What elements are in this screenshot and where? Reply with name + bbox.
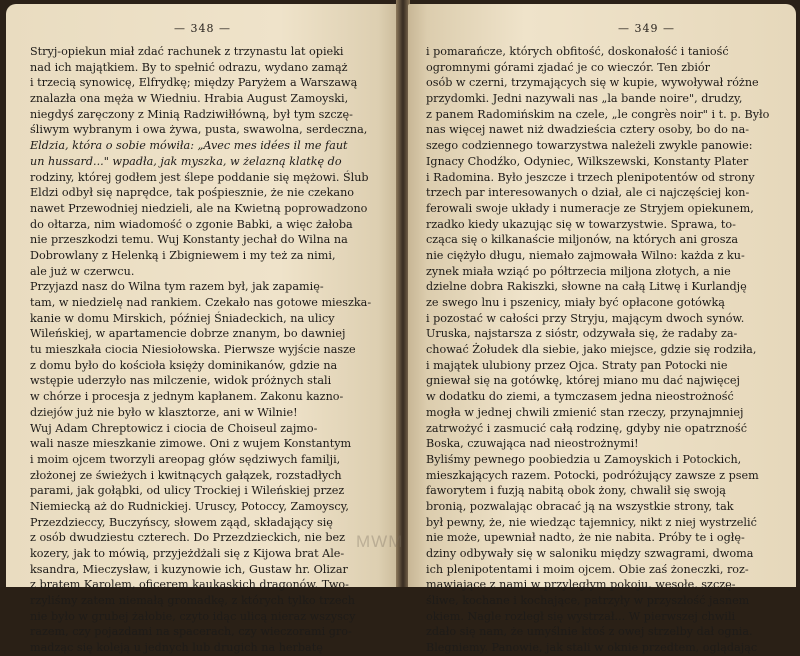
text-line: i moim ojcem tworzyli areopag głów sędziwych familji, (30, 452, 341, 466)
text-line: i pozostać w całości przy Stryju, mającym dwoch synów. (426, 311, 745, 325)
text-line: ogromnymi górami zjadać je co wieczór. Ten zbiór (426, 60, 710, 74)
text-line: ferowali swoje układy i numeracje ze Stryjem opiekunem, (426, 201, 754, 215)
text-line: Wuj Adam Chreptowicz i ciocia de Choiseul zajmo- (30, 421, 318, 435)
text-line: nie ciężyło długu, niemało zajmowała Wilno: każda z ku- (426, 248, 745, 262)
text-line: kozery, jak to mówią, przyjeżdżali się z Kijowa brat Ale- (30, 547, 345, 560)
text-line: nas więcej nawet niż dwadzieścia cztery osoby, bo do na- (426, 123, 750, 137)
text-line: zatrwożyć i zasmucić całą rodzinę, gdyby nie opatrzność (426, 421, 748, 435)
text-line: okiem. Nagle rozległ się wystrzał... W pierwszej chwili (426, 609, 736, 623)
text-line: ze swego lnu i pszenicy, miały być opłacone gotówką (426, 296, 725, 309)
text-line: szego codziennego towarzystwa należeli zwykle panowie: (426, 139, 753, 153)
text-line: mieszkających razem. Potocki, podróżujący zawsze z psem (426, 468, 759, 482)
text-line: zynek miała wziąć po półtrzecia miljona złotych, a nie (426, 264, 731, 278)
left-page (6, 4, 398, 655)
text-line: do ołtarza, nim wiadomość o zgonie Babki, a więc żałoba (30, 217, 353, 231)
text-line: zdało się nam, że umyślnie ktoś z owej strzelby dał ognia. (426, 625, 753, 639)
text-line: dzielne dobra Rakiszki, słowne na całą Litwę i Kurlandję (426, 280, 747, 294)
text-line: razem, czy pojazdami na spacerach, czy wieczorami gro- (30, 625, 352, 639)
text-line: z panem Radomińskim na czele, „le congrès noir" i t. p. Było (426, 107, 770, 121)
text-line: bronią, pozwalając obracać ją na wszystkie strony, tak (426, 499, 734, 513)
text-line: Dobrowlany z Helenką i Zbigniewem i my też za nimi, (30, 248, 336, 262)
left-page-number: — 348 — (174, 22, 231, 35)
text-line: był pewny, że, nie wiedząc tajemnicy, nikt z niej wystrzelić (426, 515, 757, 529)
text-line: nie było w grubej żałobie, czyto idąc ulicą nieraz wszyscy (30, 609, 356, 623)
right-page-number: — 349 — (618, 22, 675, 35)
text-line: Boska, czuwająca nad nieostrożnymi! (426, 437, 639, 451)
text-line: przydomki. Jedni nazywali nas „la bande noire", drudzy, (426, 92, 743, 106)
text-line: dziny odbywały się w saloniku między szwagrami, dwoma (426, 547, 754, 560)
text-line: rodziny, której godłem jest ślepe poddanie się mężowi. Ślub (30, 170, 369, 184)
text-line: z domu było do kościoła księży dominikanów, gdzie na (30, 358, 338, 372)
text-line: Eldzi odbył się naprędce, tak pośpiesznie, że nie czekano (30, 186, 355, 200)
text-line: śliwe, kochane i kochające, patrzyły w przyszłość jasnem (426, 594, 750, 608)
text-line: mogła w jednej chwili zmienić stan rzeczy, przynajmniej (426, 405, 744, 419)
text-line: Niemiecką aż do Rudnickiej. Uruscy, Potoccy, Zamoyscy, (30, 499, 349, 513)
left-page-text (30, 44, 371, 656)
text-line: śliwym wybranym i owa żywa, pusta, swawolna, serdeczna, (30, 123, 368, 137)
text-line: Uruska, najstarsza z sióstr, odzywała się, że radaby za- (426, 327, 738, 341)
text-line: rzyliśmy zatem niemałą gromadkę, z których tylko trzech (30, 594, 355, 608)
text-line: un hussard..." wpadła, jak myszka, w żelazną klatkę do (30, 154, 342, 168)
text-line: ich plenipotentami i moim ojcem. Obie zaś żoneczki, roz- (426, 562, 749, 576)
text-line: faworytem i fuzją nabitą obok żony, chwalił się swoją (426, 484, 726, 498)
text-line: mawiające z nami w przyległym pokoju, wesołe, szczę- (426, 578, 736, 592)
text-line: w dodatku do ziemi, a tymczasem jedna nieostrożność (426, 390, 734, 404)
text-line: wstępie uderzyło nas milczenie, widok próżnych stali (30, 374, 332, 388)
text-line: i trzecią synowicę, Elfrydkę; między Paryżem a Warszawą (30, 76, 358, 90)
text-line: nie może, upewniał nadto, że nie nabita. Próby te i ogłę- (426, 531, 745, 545)
text-line: kanie w domu Mirskich, później Śniadeckich, na ulicy (30, 311, 335, 325)
text-line: Eldzia, która o sobie mówiła: „Avec mes idées il me faut (30, 139, 348, 153)
text-line: niegdyś zaręczony z Minią Radziwiłłówną, był tym szczę- (30, 107, 353, 121)
text-line: z bratem Karolem, oficerem kaukaskich dragonów. Two- (30, 578, 349, 592)
text-line: Blegniemy. Panowie, jak stali w oknie przedtem, oglądając (426, 641, 758, 655)
text-line: nawet Przewodniej niedzieli, ale na Kwietną poprowadzono (30, 201, 368, 215)
text-line: znalazła ona męża w Wiedniu. Hrabia August Zamoyski, (30, 92, 349, 106)
text-line: Przezdzieccy, Buczyńscy, słowem ząąd, składający się (30, 515, 333, 529)
text-line: chować Żołudek dla siebie, jako miejsce, gdzie się rodziła, (426, 343, 757, 357)
text-line: nie przeszkodzi temu. Wuj Konstanty jechał do Wilna na (30, 233, 348, 247)
text-line: dziejów już nie było w klasztorze, ani w Wilnie! (30, 405, 298, 419)
right-page (408, 4, 796, 655)
text-line: i majątek ulubiony przez Ojca. Straty pan Potocki nie (426, 358, 728, 372)
text-line: trzech par interesowanych o dział, ale ci najczęściej kon- (426, 186, 750, 200)
text-line: osób w czerni, trzymających się w kupie, wywoływał różne (426, 76, 759, 90)
text-line: w chórze i procesja z jednym kapłanem. Zakonu kazno- (30, 390, 344, 404)
text-line: i Radomina. Było jeszcze i trzech plenipotentów od strony (426, 170, 755, 184)
text-line: tu mieszkała ciocia Niesiołowska. Pierwsze wyjście nasze (30, 343, 356, 357)
text-line: tam, w niedzielę nad rankiem. Czekało nas gotowe mieszka- (30, 296, 372, 309)
text-line: wali nasze mieszkanie zimowe. Oni z wujem Konstantym (30, 437, 352, 451)
text-line: nad ich majątkiem. By to spełnić odrazu, wydano zamąż (30, 60, 348, 74)
text-line: Przyjazd nasz do Wilna tym razem był, jak zapamię- (30, 280, 324, 294)
text-line: złożonej ze świeżych i kwitnących gałązek, rozstadłych (30, 468, 342, 482)
text-line: cząca się o kilkanaście miljonów, na których ani grosza (426, 233, 739, 247)
text-line: Stryj-opiekun miał zdać rachunek z trzynastu lat opieki (30, 45, 344, 58)
text-line: ksandra, Mieczysław, i kuzynowie ich, Gustaw hr. Olizar (30, 562, 348, 576)
text-line: parami, jak gołąbki, od ulicy Trockiej i Wileńskiej przez (30, 484, 345, 498)
text-line: ale już w czerwcu. (30, 264, 135, 278)
text-line: gniewał się na gotówkę, której miano mu dać najwięcej (426, 374, 740, 388)
text-line: Byliśmy pewnego poobiedzia u Zamoyskich i Potockich, (426, 452, 742, 466)
watermark: MWM (356, 532, 404, 551)
text-line: rzadko kiedy ukazując się w towarzystwie. Sprawa, to- (426, 217, 736, 231)
text-line: i pomarańcze, których obfitość, doskonałość i taniość (426, 45, 729, 58)
text-line: z osób dwudziestu czterech. Do Przezdzieckich, nie bez (30, 531, 346, 545)
text-line: Ignacy Chodźko, Odyniec, Wilkszewski, Konstanty Plater (426, 154, 749, 168)
right-page-text (426, 44, 769, 656)
text-line: Wileńskiej, w apartamencie dobrze znanym, bo dawniej (30, 327, 346, 341)
text-line: madząc się koleją u jednych lub drugich na herbatę (30, 641, 323, 655)
